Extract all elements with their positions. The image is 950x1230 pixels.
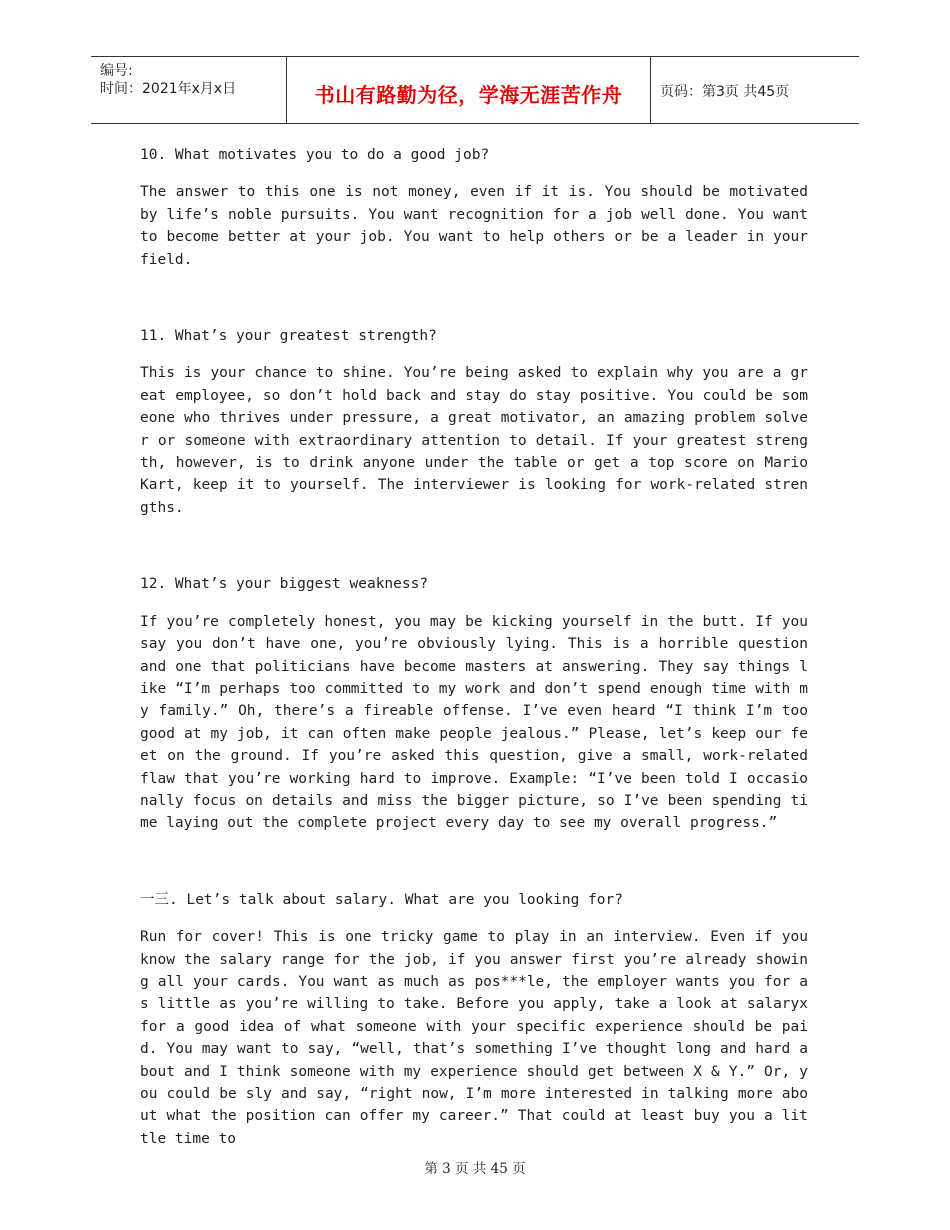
question-11: 11. What’s your greatest strength? xyxy=(140,328,437,345)
answer-10: The answer to this one is not money, even if it is. You should be motivated by life’s noble pursuits. You want recognition for a job well done. You want to become better at your job. You want to help others or be a leader in your field. xyxy=(140,184,808,268)
header-motto: 书山有路勤为径，学海无涯苦作舟 xyxy=(314,83,623,107)
header-page-info: 页码：第3页 共45页 xyxy=(660,84,790,100)
answer-11: This is your chance to shine. You’re being asked to explain why you are a great employee, so don’t hold back and stay do stay positive. You could be someone who thrives under pressure, a great motivator, an amazing problem solver or someone with extraordinary attention to detail. If your greatest strength, however, is to drink anyone under the table or get a top score on Mario Kart, keep it to yourself. The interviewer is looking for work-related strengths. xyxy=(140,365,808,516)
document-body xyxy=(140,144,808,1150)
answer-12: If you’re completely honest, you may be kicking yourself in the butt. If you say you don’t have one, you’re obviously lying. This is a horrible question and one that politicians have become masters at answering. They say things like “I’m perhaps too committed to my work and don’t spend enough time with my family.” Oh, there’s a fireable offense. I’ve even heard “I think I’m too good at my job, it can often make people jealous.” Please, let’s keep our feet on the ground. If you’re asked this question, give a small, work-related flaw that you’re working hard to improve. Example: “I’ve been told I occasionally focus on details and miss the bigger picture, so I’ve been spending time laying out the complete project every day to see my overall progress.” xyxy=(140,613,808,832)
doc-id-label: 编号: xyxy=(100,63,133,79)
answer-13: Run for cover! This is one tricky game to play in an interview. Even if you know the salary range for the job, if you answer first you’re already showing all your cards. You want as much as pos***le, the employer wants you for as little as you’re willing to take. Before you apply, take a look at salaryx for a good idea of what someone with your specific experience should be paid. You may want to say, “well, that’s something I’ve thought long and hard about and I think someone with my experience should get between X & Y.” Or, you could be sly and say, “right now, I’m more interested in talking more about what the position can offer my career.” That could at least buy you a little time to xyxy=(140,929,808,1147)
question-12: 12. What’s your biggest weakness? xyxy=(140,576,429,593)
header-page-cell xyxy=(650,57,859,123)
page-footer: 第 3 页 共 45 页 xyxy=(424,1161,526,1177)
doc-time-label: 时间：2021年x月x日 xyxy=(100,81,237,97)
question-13: 一三. Let’s talk about salary. What are you looking for? xyxy=(140,891,623,908)
header-meta-cell xyxy=(91,57,286,123)
question-10: 10. What motivates you to do a good job? xyxy=(140,147,490,163)
page-header xyxy=(91,56,859,124)
header-motto-cell xyxy=(286,57,651,123)
